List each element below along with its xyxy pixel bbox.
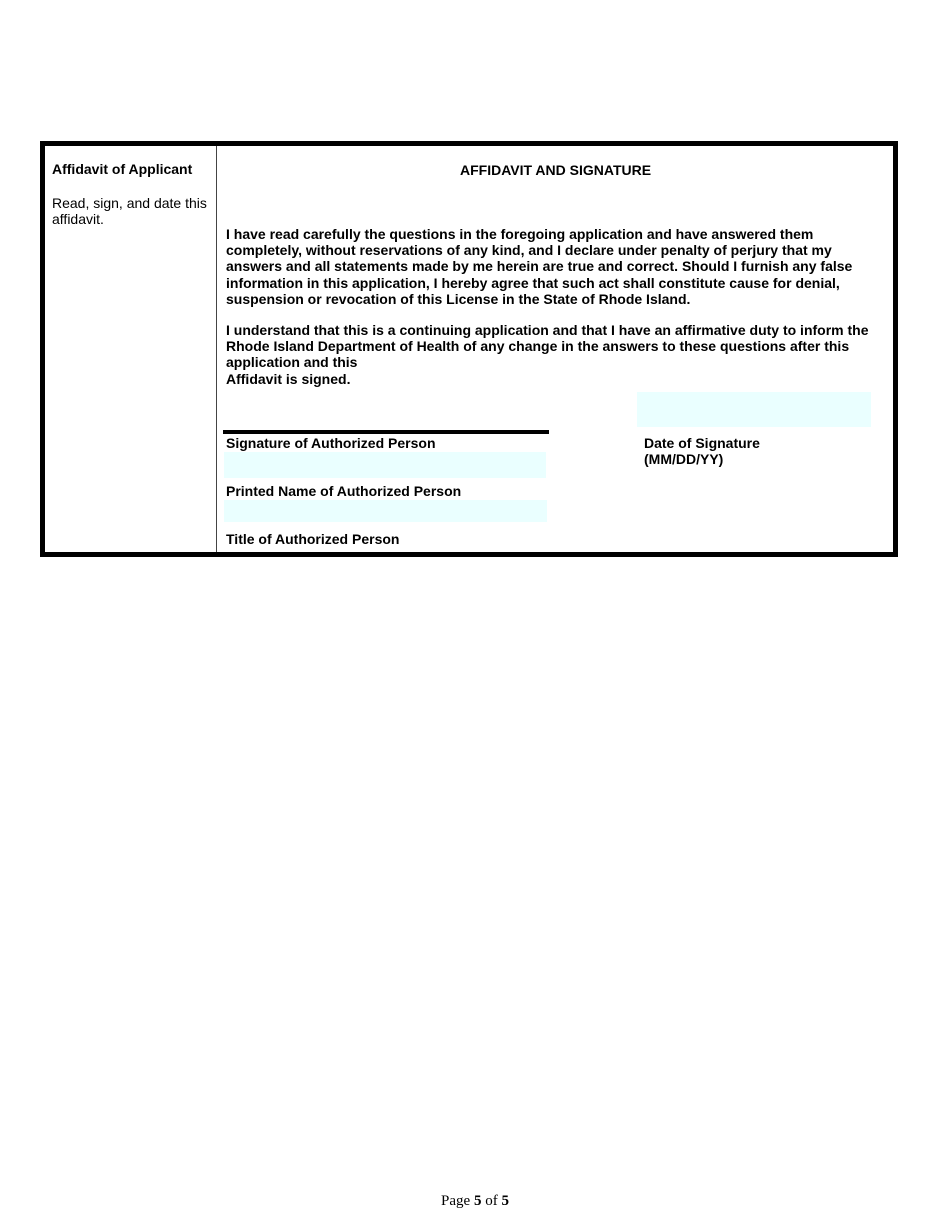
date-label-line-1: Date of Signature bbox=[644, 435, 760, 451]
affidavit-paragraph-2-line-2: Affidavit is signed. bbox=[226, 370, 351, 387]
affidavit-paragraph-2-line-1: I understand that this is a continuing application and that I have an affirmative duty to inform the Rhode Island Department of Health of any change in the answers to these questions after this application and this bbox=[226, 322, 869, 371]
date-label-line-2: (MM/DD/YY) bbox=[644, 451, 724, 467]
sidebar-instruction: Read, sign, and date this affidavit. bbox=[52, 195, 207, 227]
sidebar-title: Affidavit of Applicant bbox=[52, 161, 193, 177]
section-title: AFFIDAVIT AND SIGNATURE bbox=[460, 162, 652, 178]
affidavit-paragraph-1: I have read carefully the questions in the foregoing application and have answered them completely, without reservations of any kind, and I declare under penalty of perjury that my answers and all statements made by me herein are true and correct. Should I furnish any false information in this application, I hereby agree that such act shall constitute cause for denial, suspension or revocation of this License in the State of Rhode Island. bbox=[226, 226, 853, 307]
page-word: Page bbox=[441, 1193, 471, 1209]
current-page-number: 5 bbox=[473, 1193, 482, 1209]
sidebar-column bbox=[45, 146, 217, 552]
signature-label: Signature of Authorized Person bbox=[226, 435, 436, 451]
signature-line bbox=[223, 430, 549, 434]
total-pages-number: 5 bbox=[501, 1193, 509, 1209]
printed-name-label: Printed Name of Authorized Person bbox=[226, 483, 462, 499]
printed-name-field[interactable] bbox=[224, 500, 547, 522]
affidavit-form bbox=[40, 141, 898, 557]
title-label: Title of Authorized Person bbox=[226, 531, 400, 547]
signature-field[interactable] bbox=[224, 452, 546, 478]
affidavit-paragraph-2 bbox=[226, 322, 878, 387]
date-of-signature-label bbox=[644, 435, 760, 467]
page-footer bbox=[0, 1193, 950, 1210]
date-of-signature-field[interactable] bbox=[637, 392, 871, 427]
of-word: of bbox=[485, 1193, 498, 1209]
